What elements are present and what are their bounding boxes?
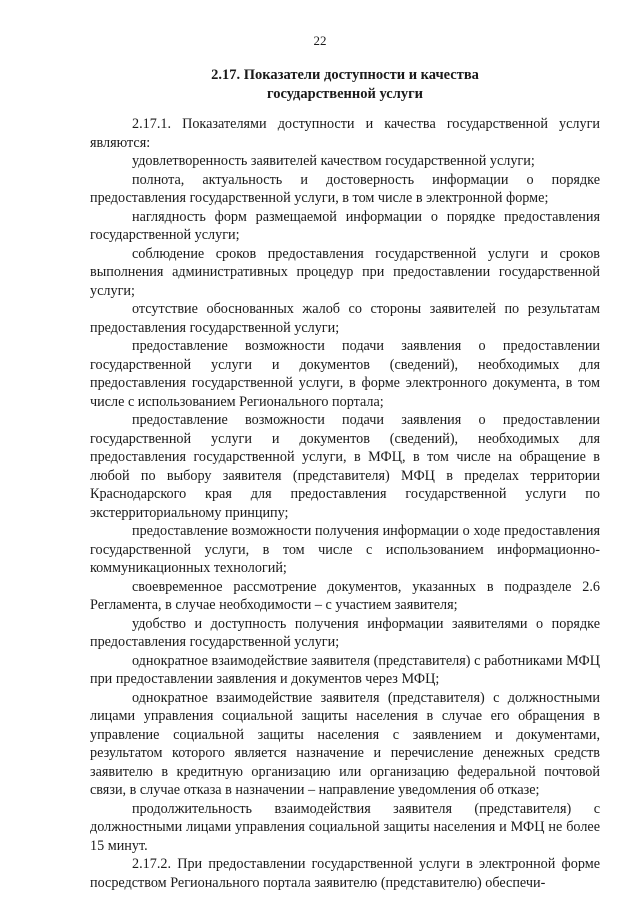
paragraph: предоставление возможности подачи заявления о предоставлении государственной услуги и документов (сведений), необходимых для предоставления государственной услуги, в МФЦ, в том числе на обращение в любой по выбору заявителя (представителя) МФЦ в пределах территории Краснодарского края для предоставления государственной услуги по экстерриториальному принципу; <box>90 412 600 521</box>
paragraph: 2.17.1. Показателями доступности и качества государственной услуги являются: <box>90 116 600 151</box>
section-heading-line-2: государственной услуги <box>266 86 424 102</box>
paragraph: однократное взаимодействие заявителя (представителя) с работниками МФЦ при предоставлении заявления и документов через МФЦ; <box>90 652 600 687</box>
paragraph: наглядность форм размещаемой информации о порядке предоставления государственной услуги; <box>90 208 600 243</box>
paragraph: 2.17.2. При предоставлении государственной услуги в электронной форме посредством Регионального портала заявителю (представителю) обеспечи- <box>90 856 600 891</box>
paragraph: однократное взаимодействие заявителя (представителя) с должностными лицами управления социальной защиты населения в случае его обращения в управление социальной защиты населения с заявлением и документами, результатом которого является назначение и перечисление денежных средств заявителю в кредитную организацию или организацию федеральной почтовой связи, в случае отказа в назначении – направление уведомления об отказе; <box>90 689 600 798</box>
paragraph: удобство и доступность получения информации заявителями о порядке предоставления государственной услуги; <box>90 615 600 650</box>
paragraph: предоставление возможности подачи заявления о предоставлении государственной услуги и документов (сведений), необходимых для предоставления государственной услуги, в форме электронного документа, в том числе с использованием Регионального портала; <box>90 338 600 410</box>
paragraph: продолжительность взаимодействия заявителя (представителя) с должностными лицами управления социальной защиты населения и МФЦ не более 15 минут. <box>90 800 600 854</box>
paragraph: удовлетворенность заявителей качеством государственной услуги; <box>132 153 535 169</box>
paragraph: полнота, актуальность и достоверность информации о порядке предоставления государственной услуги, в том числе в электронной форме; <box>90 171 600 206</box>
paragraph: соблюдение сроков предоставления государственной услуги и сроков выполнения административных процедур при предоставлении государственной услуги; <box>90 245 600 299</box>
page-number: 22 <box>313 33 327 48</box>
paragraph: отсутствие обоснованных жалоб со стороны заявителей по результатам предоставления государственной услуги; <box>90 301 600 336</box>
paragraph: своевременное рассмотрение документов, указанных в подразделе 2.6 Регламента, в случае необходимости – с участием заявителя; <box>90 578 600 613</box>
section-heading <box>90 66 600 104</box>
section-heading-line-1: 2.17. Показатели доступности и качества <box>211 67 479 83</box>
paragraph: предоставление возможности получения информации о ходе предоставления государственной услуги, в том числе с использованием информационно-коммуникационных технологий; <box>90 523 600 576</box>
document-body <box>90 115 600 892</box>
